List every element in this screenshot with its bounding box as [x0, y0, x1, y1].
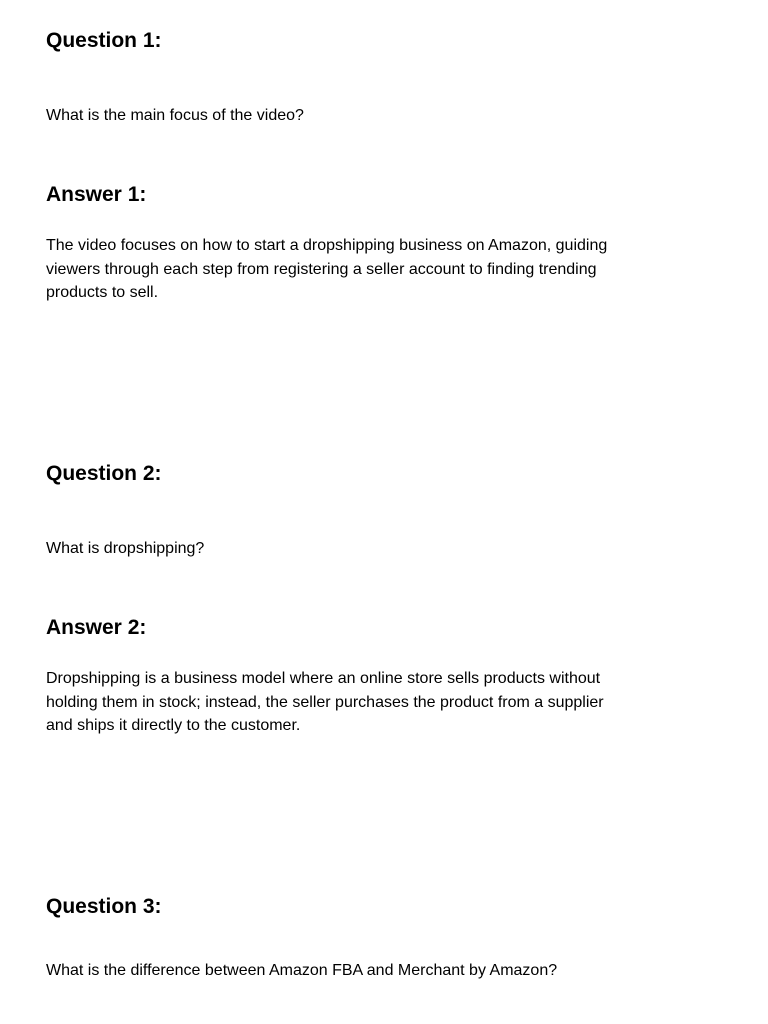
answer-1-heading: Answer 1:	[46, 183, 147, 206]
answer-2-text: Dropshipping is a business model where an online store sells products without holding them in stock; instead, the seller purchases the product from a supplier and ships it directly to the customer.	[46, 670, 604, 734]
question-1-text: What is the main focus of the video?	[46, 107, 304, 124]
question-3-heading: Question 3:	[46, 895, 162, 918]
question-1-heading: Question 1:	[46, 29, 162, 52]
question-3-text: What is the difference between Amazon FBA and Merchant by Amazon?	[46, 962, 558, 979]
answer-1-text: The video focuses on how to start a dropshipping business on Amazon, guiding viewers through each step from registering a seller account to finding trending products to sell.	[46, 237, 608, 301]
answer-2-heading: Answer 2:	[46, 616, 147, 639]
question-2-text: What is dropshipping?	[46, 540, 205, 557]
question-2-heading: Question 2:	[46, 462, 162, 485]
